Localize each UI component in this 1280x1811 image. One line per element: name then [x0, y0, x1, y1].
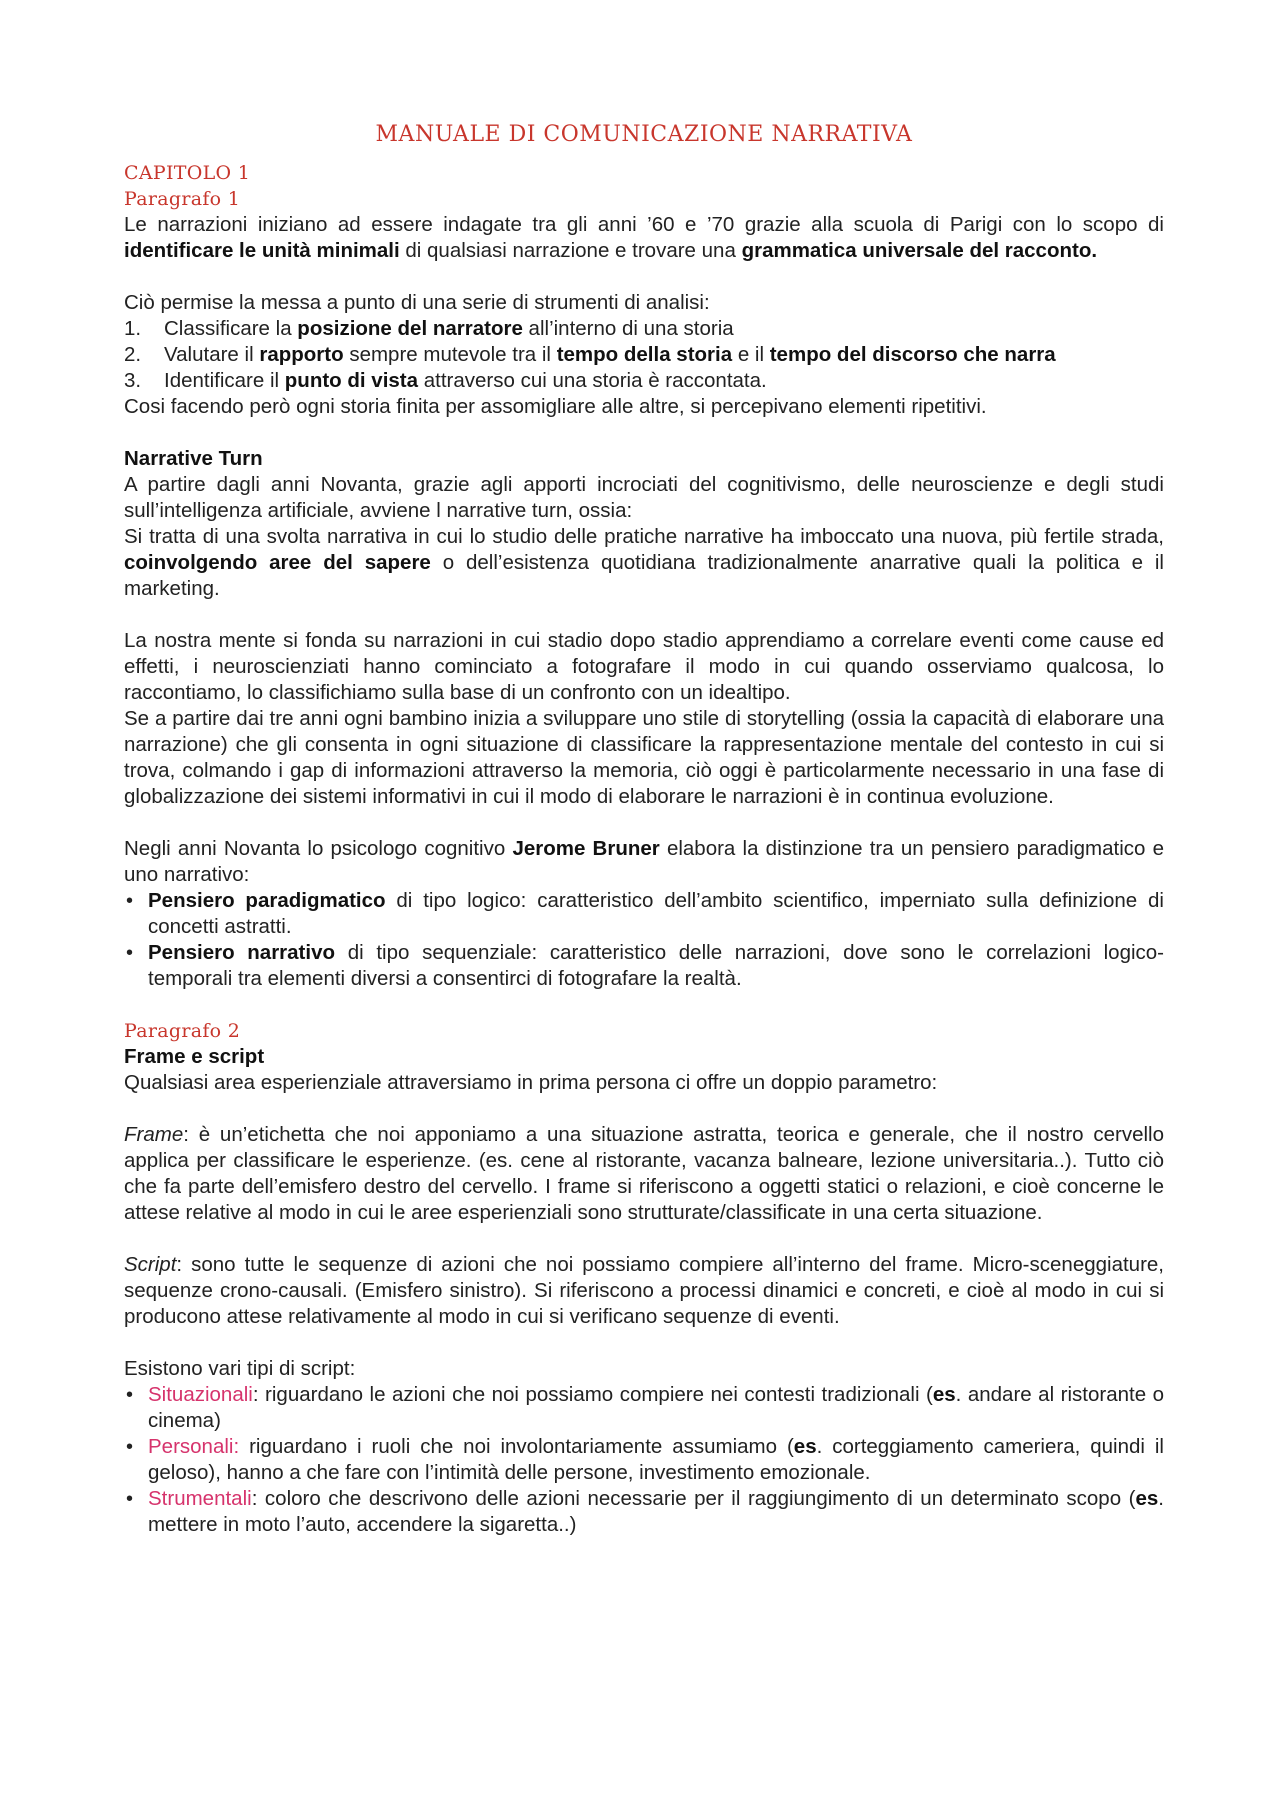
document-page: [124, 120, 1164, 1538]
narrative-turn-paragraph: A partire dagli anni Novanta, grazie agli apporti incrociati del cognitivismo, delle neuroscienze e degli studi sull’intelligenza artificiale, avviene l narrative turn, ossia:: [124, 473, 1164, 522]
script-types-list: [124, 1382, 1164, 1538]
script-types-intro: Esistono vari tipi di script:: [124, 1357, 356, 1380]
mind-narration-paragraph: La nostra mente si fonda su narrazioni in cui stadio dopo stadio apprendiamo a correlare eventi come cause ed effetti, i neuroscienziati hanno cominciato a fotografare il modo in cui quando osserviamo qualcosa, lo raccontiamo, lo classifichiamo sulla base di un confronto con un idealtipo.: [124, 629, 1164, 704]
analysis-tools-intro: Ciò permise la messa a punto di una serie di strumenti di analisi:: [124, 291, 710, 314]
thought-types-list: [124, 888, 1164, 992]
paragraph-1-heading: Paragrafo 1: [124, 188, 241, 210]
narrative-turn-heading: Narrative Turn: [124, 447, 263, 470]
list-item: 3. Identificare il punto di vista attraverso cui una storia è raccontata.: [124, 369, 767, 392]
analysis-tools-outro: Cosi facendo però ogni storia finita per assomigliare alle altre, si percepivano elementi ripetitivi.: [124, 395, 987, 418]
chapter-heading: CAPITOLO 1: [124, 162, 251, 184]
frame-definition: Frame: è un’etichetta che noi apponiamo a una situazione astratta, teorica e generale, che il nostro cervello applica per classificare le esperienze. (es. cene al ristorante, vacanza balneare, lezione universitaria..). Tutto ciò che fa parte dell’emisfero destro del cervello. I frame si riferiscono a oggetti statici o relazioni, e cioè concerne le attese relative al modo in cui le aree esperienziali sono strutturate/classificate in una certa situazione.: [124, 1123, 1164, 1224]
script-definition: Script: sono tutte le sequenze di azioni che noi possiamo compiere all’interno del frame. Micro-sceneggiature, sequenze crono-causali. (Emisfero sinistro). Si riferiscono a processi dinamici e concreti, e cioè al modo in cui si producono attese relativamente al modo in cui si verificano sequenze di eventi.: [124, 1253, 1164, 1328]
list-item: 1. Classificare la posizione del narratore all’interno di una storia: [124, 317, 734, 340]
storytelling-paragraph: Se a partire dai tre anni ogni bambino inizia a sviluppare uno stile di storytelling (ossia la capacità di elaborare una narrazione) che gli consenta in ogni situazione di classificare la rappresentazione mentale del contesto in cui si trova, colmando i gap di informazioni attraverso la memoria, ciò oggi è particolarmente necessario in una fase di globalizzazione dei sistemi informativi in cui il modo di elaborare le narrazioni è in continua evoluzione.: [124, 707, 1164, 808]
list-item: • Pensiero narrativo di tipo sequenziale: caratteristico delle narrazioni, dove sono le correlazioni logico-temporali tra elementi diversi a consentirci di fotografare la realtà.: [124, 940, 1164, 992]
analysis-tools-list: [124, 316, 1164, 394]
list-item: • Personali: riguardano i ruoli che noi involontariamente assumiamo (es. corteggiamento cameriera, quindi il geloso), hanno a che fare con l’intimità delle persone, investimento emozionale.: [124, 1434, 1164, 1486]
bruner-paragraph: Negli anni Novanta lo psicologo cognitivo Jerome Bruner elabora la distinzione tra un pensiero paradigmatico e uno narrativo:: [124, 837, 1164, 886]
intro-paragraph: Le narrazioni iniziano ad essere indagate tra gli anni ’60 e ’70 grazie alla scuola di Parigi con lo scopo di identificare le unità minimali di qualsiasi narrazione e trovare una grammatica universale del racconto.: [124, 213, 1164, 262]
list-item: • Strumentali: coloro che descrivono delle azioni necessarie per il raggiungimento di un determinato scopo (es. mettere in moto l’auto, accendere la sigaretta..): [124, 1486, 1164, 1538]
paragraph-2-heading: Paragrafo 2: [124, 1020, 241, 1042]
list-item: • Pensiero paradigmatico di tipo logico: caratteristico dell’ambito scientifico, imperniato sulla definizione di concetti astratti.: [124, 888, 1164, 940]
frame-script-heading: Frame e script: [124, 1045, 265, 1068]
list-item: • Situazionali: riguardano le azioni che noi possiamo compiere nei contesti tradizionali (es. andare al ristorante o cinema): [124, 1382, 1164, 1434]
parameter-paragraph: Qualsiasi area esperienziale attraversiamo in prima persona ci offre un doppio parametro:: [124, 1071, 938, 1094]
document-title: MANUALE DI COMUNICAZIONE NARRATIVA: [375, 122, 913, 147]
narrative-turn-definition: Si tratta di una svolta narrativa in cui lo studio delle pratiche narrative ha imboccato una nuova, più fertile strada, coinvolgendo aree del sapere o dell’esistenza quotidiana tradizionalmente anarrative quali la politica e il marketing.: [124, 525, 1164, 600]
list-item: 2. Valutare il rapporto sempre mutevole tra il tempo della storia e il tempo del discorso che narra: [124, 343, 1056, 366]
